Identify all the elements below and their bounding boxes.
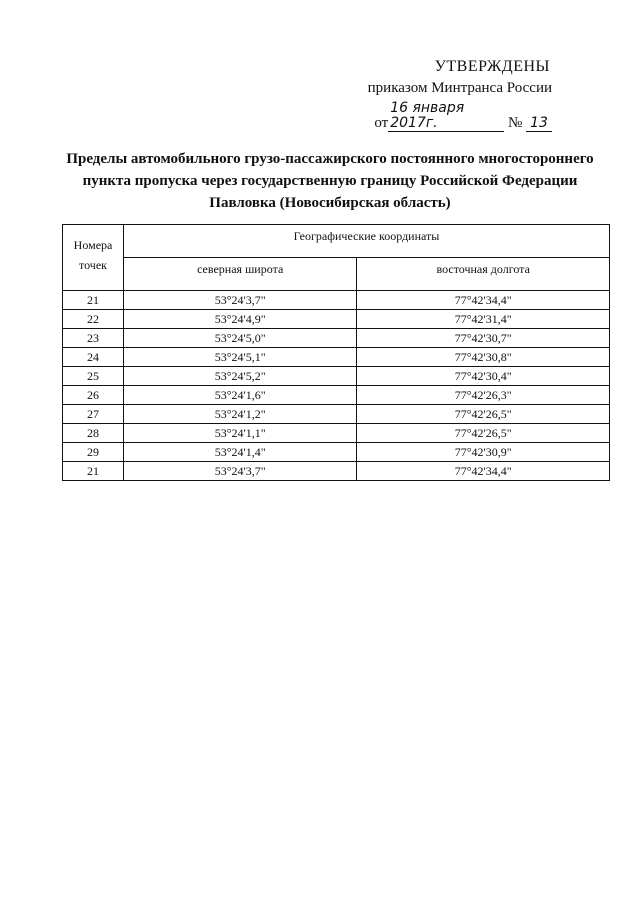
cell-latitude: 53°24'1,2" [124,405,357,424]
cell-longitude: 77°42'30,4" [357,367,610,386]
table-row [63,443,610,462]
cell-latitude: 53°24'3,7" [124,291,357,310]
table-row [63,424,610,443]
cell-longitude: 77°42'26,5" [357,405,610,424]
cell-latitude: 53°24'1,1" [124,424,357,443]
column-header-coordinates: Географические координаты [124,225,610,258]
table-body [63,291,610,481]
document-heading [60,148,600,214]
column-header-longitude: восточная долгота [357,258,610,291]
cell-point-number: 29 [63,443,124,462]
table-row [63,291,610,310]
column-header-number-line2: точек [79,257,107,272]
approval-title: УТВЕРЖДЕНЫ [434,58,550,75]
table-row [63,329,610,348]
cell-latitude: 53°24'1,6" [124,386,357,405]
cell-point-number: 21 [63,462,124,481]
cell-latitude: 53°24'5,0" [124,329,357,348]
table-row [63,462,610,481]
cell-longitude: 77°42'30,9" [357,443,610,462]
cell-point-number: 23 [63,329,124,348]
column-header-number [63,225,124,291]
cell-point-number: 27 [63,405,124,424]
cell-longitude: 77°42'34,4" [357,462,610,481]
cell-point-number: 21 [63,291,124,310]
column-header-number-line1: Номера [73,237,113,252]
cell-point-number: 22 [63,310,124,329]
cell-latitude: 53°24'1,4" [124,443,357,462]
heading-line-2: пункта пропуска через государственную границу Российской Федерации [82,173,578,189]
cell-longitude: 77°42'26,5" [357,424,610,443]
cell-longitude: 77°42'30,7" [357,329,610,348]
coordinates-table [62,224,610,481]
cell-longitude: 77°42'31,4" [357,310,610,329]
number-label: № [507,115,523,131]
table-row [63,386,610,405]
table-row [63,367,610,386]
handwritten-number: 13 [526,116,552,132]
cell-point-number: 26 [63,386,124,405]
approval-date-line [368,101,552,132]
table-row [63,310,610,329]
cell-latitude: 53°24'5,2" [124,367,357,386]
cell-latitude: 53°24'4,9" [124,310,357,329]
approval-block [368,58,552,132]
cell-latitude: 53°24'5,1" [124,348,357,367]
cell-latitude: 53°24'3,7" [124,462,357,481]
handwritten-date: 16 января 2017г. [388,101,504,132]
table-row [63,348,610,367]
column-header-latitude: северная широта [124,258,357,291]
heading-line-1: Пределы автомобильного грузо-пассажирского постоянного многостороннего [66,151,594,167]
cell-longitude: 77°42'34,4" [357,291,610,310]
cell-point-number: 24 [63,348,124,367]
cell-longitude: 77°42'30,8" [357,348,610,367]
heading-line-3: Павловка (Новосибирская область) [209,195,451,211]
cell-point-number: 28 [63,424,124,443]
approval-order: приказом Минтранса России [367,80,552,96]
from-label: от [374,115,389,131]
cell-longitude: 77°42'26,3" [357,386,610,405]
cell-point-number: 25 [63,367,124,386]
table-row [63,405,610,424]
